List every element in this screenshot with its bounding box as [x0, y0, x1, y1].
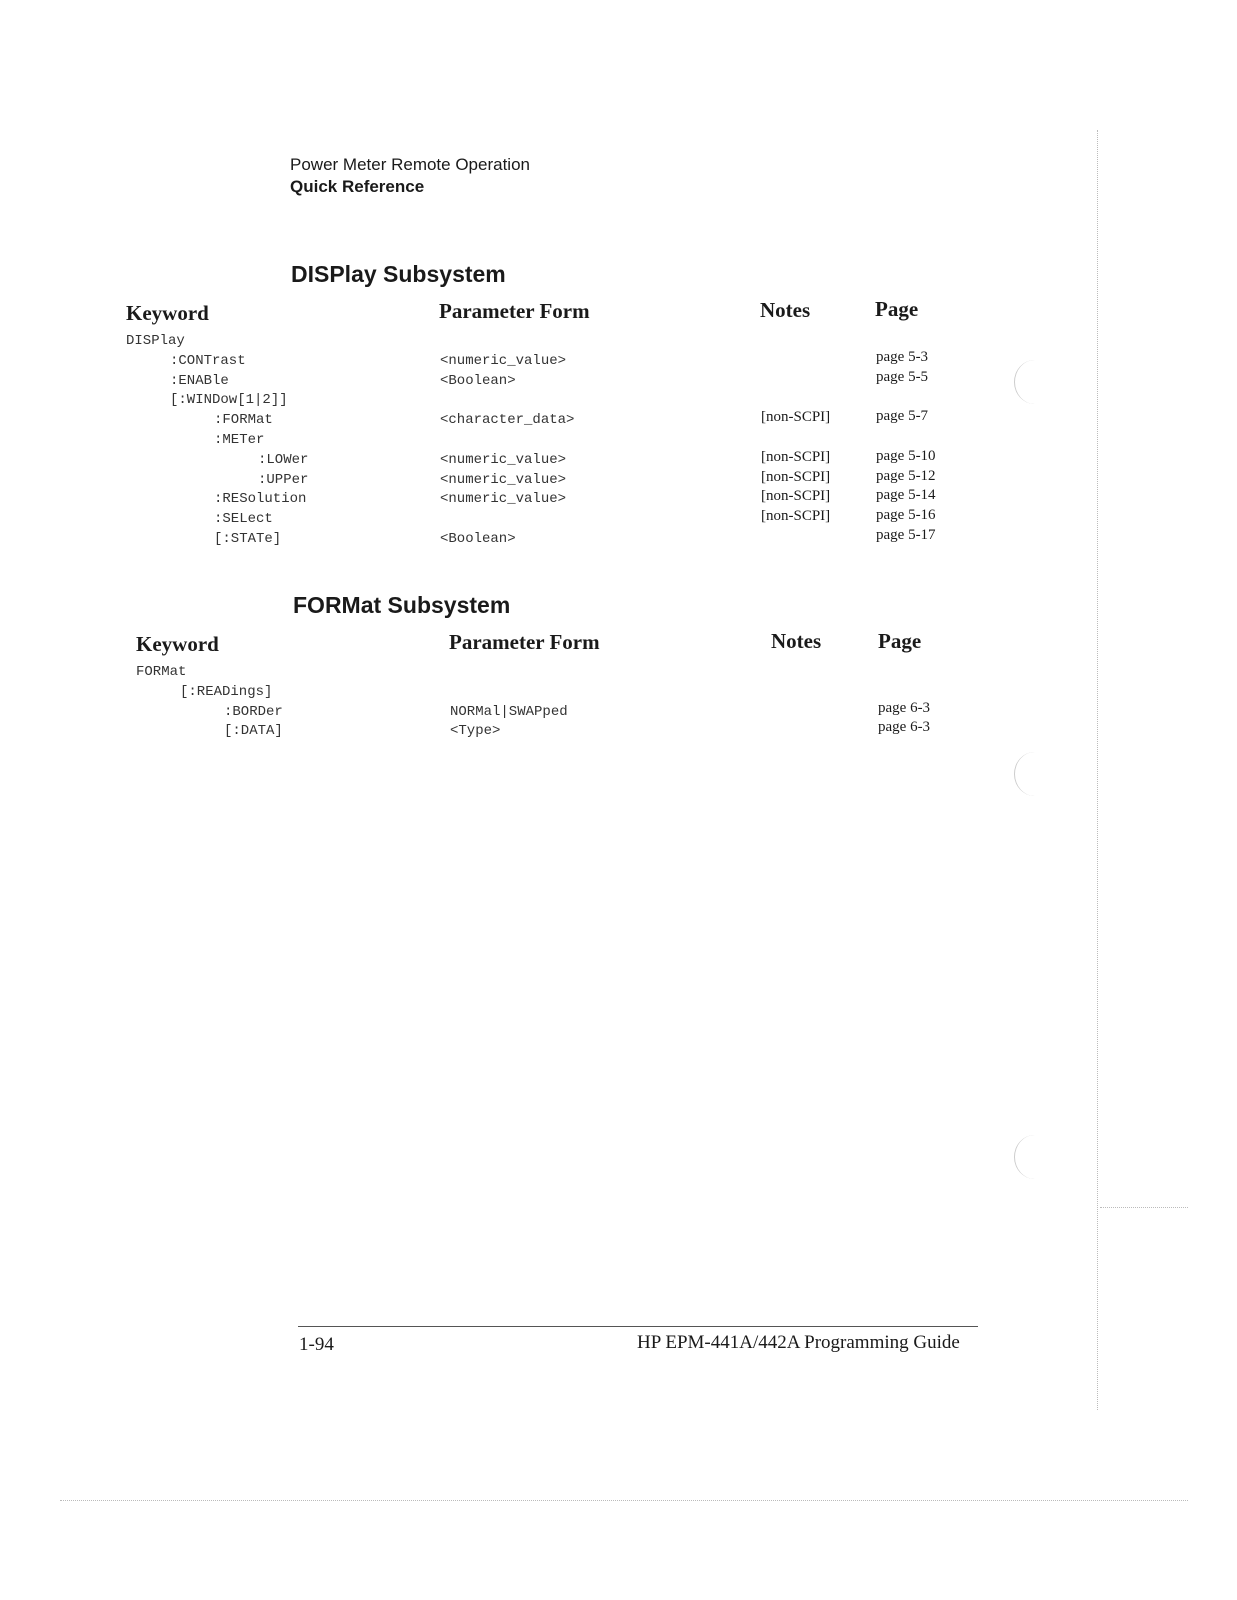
display-col-keyword: Keyword — [126, 301, 209, 325]
row-parameter-form: <Type> — [450, 723, 501, 740]
format-col-parameter: Parameter Form — [449, 630, 600, 654]
row-page-ref: page 5-17 — [876, 527, 936, 543]
display-col-page: Page — [875, 297, 919, 321]
row-keyword: :BORDer — [224, 703, 283, 720]
display-col-notes: Notes — [760, 298, 811, 322]
running-header-title: Power Meter Remote Operation — [290, 155, 530, 174]
row-keyword: :LOWer — [258, 451, 309, 468]
row-keyword: :ENABle — [170, 372, 229, 389]
row-keyword: [:READings] — [180, 683, 273, 700]
row-page-ref: page 5-14 — [876, 487, 936, 504]
row-parameter-form: <numeric_value> — [440, 491, 567, 508]
row-keyword: :METer — [214, 432, 265, 448]
format-section-title: FORMat Subsystem — [293, 592, 511, 618]
row-notes: [non-SCPI] — [761, 448, 831, 465]
footer-rule — [298, 1326, 978, 1327]
display-col-parameter: Parameter Form — [439, 299, 590, 323]
running-header-subtitle: Quick Reference — [290, 177, 425, 196]
row-page-ref: page 5-5 — [876, 368, 929, 385]
row-keyword: :RESolution — [214, 491, 307, 508]
row-parameter-form: <numeric_value> — [440, 352, 567, 369]
footer-page-number: 1-94 — [299, 1334, 334, 1355]
row-notes: [non-SCPI] — [761, 508, 831, 525]
row-page-ref: page 5-7 — [876, 408, 929, 425]
row-notes: [non-SCPI] — [761, 468, 831, 485]
row-notes: [non-SCPI] — [761, 488, 831, 505]
row-keyword: FORMat — [136, 664, 187, 680]
footer-guide-title: HP EPM-441A/442A Programming Guide — [637, 1332, 960, 1353]
row-keyword: [:DATA] — [224, 723, 283, 740]
binder-edge-line — [1097, 130, 1098, 1410]
row-parameter-form: <numeric_value> — [440, 471, 567, 488]
row-page-ref: page 6-3 — [878, 719, 931, 736]
row-parameter-form: <Boolean> — [440, 372, 516, 389]
row-keyword: [:STATe] — [214, 531, 282, 547]
format-col-keyword: Keyword — [136, 632, 219, 656]
row-keyword: :UPPer — [258, 471, 309, 488]
format-col-notes: Notes — [771, 629, 822, 653]
row-keyword: :SELect — [214, 511, 273, 528]
row-parameter-form: <character_data> — [440, 412, 575, 429]
punch-hole-middle — [1014, 752, 1055, 796]
row-page-ref: page 6-3 — [878, 699, 931, 716]
page-bottom-edge — [60, 1500, 1188, 1501]
row-page-ref: page 5-3 — [876, 348, 929, 365]
row-keyword: :CONTrast — [170, 352, 246, 369]
row-keyword: :FORMat — [214, 412, 273, 429]
row-parameter-form: <numeric_value> — [440, 451, 567, 468]
format-col-page: Page — [878, 629, 922, 653]
display-section-title: DISPlay Subsystem — [291, 261, 506, 287]
row-page-ref: page 5-12 — [876, 467, 936, 484]
row-page-ref: page 5-16 — [876, 507, 936, 524]
row-parameter-form: <Boolean> — [440, 531, 516, 547]
binder-tab-line — [1100, 1207, 1188, 1208]
row-notes: [non-SCPI] — [761, 409, 831, 426]
row-parameter-form: NORMal|SWAPped — [450, 703, 568, 720]
punch-hole-top — [1014, 360, 1055, 404]
row-page-ref: page 5-10 — [876, 447, 936, 464]
row-keyword: DISPlay — [126, 333, 185, 349]
punch-hole-bottom — [1014, 1135, 1055, 1179]
row-keyword: [:WINDow[1|2]] — [170, 392, 288, 409]
